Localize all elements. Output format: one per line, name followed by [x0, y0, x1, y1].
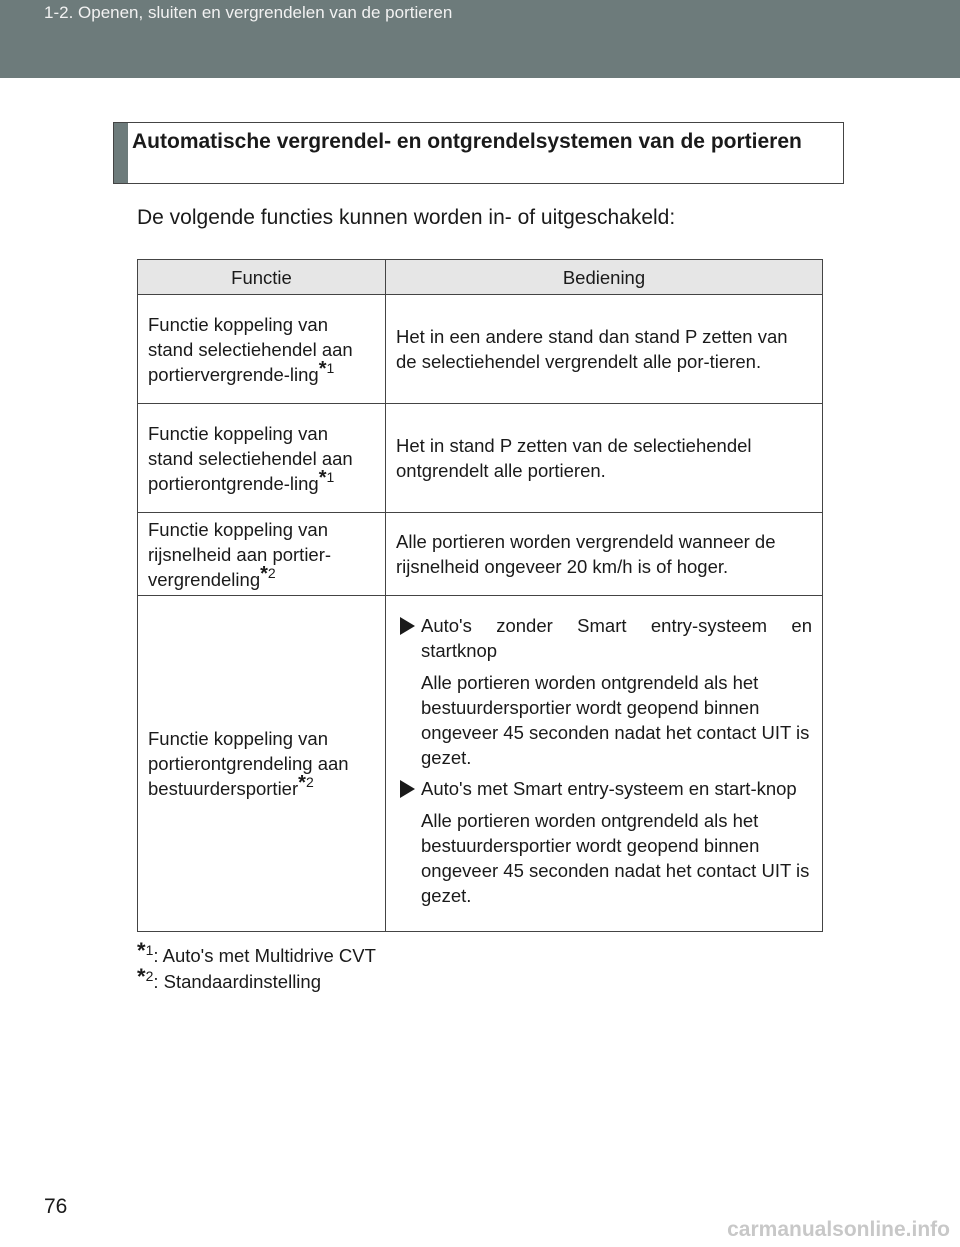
function-text: Functie koppeling van stand selectiehendel aan portierontgrende-ling [148, 422, 353, 494]
footnote-asterisk: * [318, 357, 327, 380]
table-row [138, 596, 823, 932]
footnote-text: : Auto's met Multidrive CVT [153, 945, 376, 966]
option-block [396, 613, 812, 770]
operation-cell: Het in een andere stand dan stand P zetten van de selectiehendel vergrendelt alle por-tieren. [386, 295, 823, 404]
table-row [138, 404, 823, 513]
footnote-number: 2 [305, 774, 314, 790]
footnote-text: : Standaardinstelling [153, 971, 321, 992]
function-table [137, 259, 823, 932]
footnote-number: 1 [326, 468, 335, 485]
intro-text: De volgende functies kunnen worden in- of uitgeschakeld: [137, 206, 676, 229]
function-cell [138, 295, 386, 404]
option-title: Auto's met Smart entry-systeem en start-knop [421, 778, 797, 799]
footnote-asterisk: * [298, 772, 306, 794]
footnote-asterisk: * [137, 964, 146, 989]
footnote-number: 2 [145, 968, 154, 984]
function-text: Functie koppeling van rijsnelheid aan portier-vergrendeling [148, 518, 332, 590]
footnote-asterisk: * [260, 562, 268, 585]
table-row [138, 295, 823, 404]
footnote-number: 1 [145, 942, 154, 958]
operation-cell: Het in stand P zetten van de selectiehendel ontgrendelt alle portieren. [386, 404, 823, 513]
column-header-operation: Bediening [386, 260, 823, 295]
footnote-asterisk: * [137, 938, 146, 963]
heading-accent-bar [114, 123, 128, 183]
section-title: 1-2. Openen, sluiten en vergrendelen van de portieren [44, 3, 453, 22]
option-block [396, 776, 812, 908]
footnote [137, 938, 376, 969]
function-text: Functie koppeling van portierontgrendeling aan bestuurdersportier [148, 728, 349, 799]
section-heading: Automatische vergrendel- en ontgrendelsystemen van de portieren [132, 130, 802, 153]
watermark: carmanualsonline.info [727, 1218, 950, 1241]
column-header-function: Functie [138, 260, 386, 295]
function-cell [138, 596, 386, 932]
function-cell [138, 513, 386, 596]
function-cell [138, 404, 386, 513]
operation-cell: Alle portieren worden vergrendeld wanneer de rijsnelheid ongeveer 20 km/h is of hoger. [386, 513, 823, 596]
option-text: Alle portieren worden ontgrendeld als het bestuurdersportier wordt geopend binnen ongeveer 45 seconden nadat het contact UIT is gezet. [421, 672, 810, 768]
footnotes [137, 938, 376, 995]
footnote-asterisk: * [318, 466, 327, 489]
function-text: Functie koppeling van stand selectiehendel aan portiervergrende-ling [148, 313, 353, 385]
option-title: Auto's zonder Smart entry-systeem en startknop [421, 615, 812, 661]
page-number: 76 [44, 1195, 68, 1218]
option-text: Alle portieren worden ontgrendeld als het bestuurdersportier wordt geopend binnen ongeveer 45 seconden nadat het contact UIT is gezet. [421, 810, 810, 906]
footnote [137, 964, 376, 995]
triangle-bullet-icon [400, 780, 415, 798]
triangle-bullet-icon [400, 617, 415, 635]
section-heading-box [113, 122, 844, 184]
table-header-row [138, 260, 823, 295]
operation-cell [386, 596, 823, 932]
footnote-number: 2 [267, 564, 276, 581]
footnote-number: 1 [326, 359, 335, 376]
page-header-bar [0, 0, 960, 78]
table-row [138, 513, 823, 596]
